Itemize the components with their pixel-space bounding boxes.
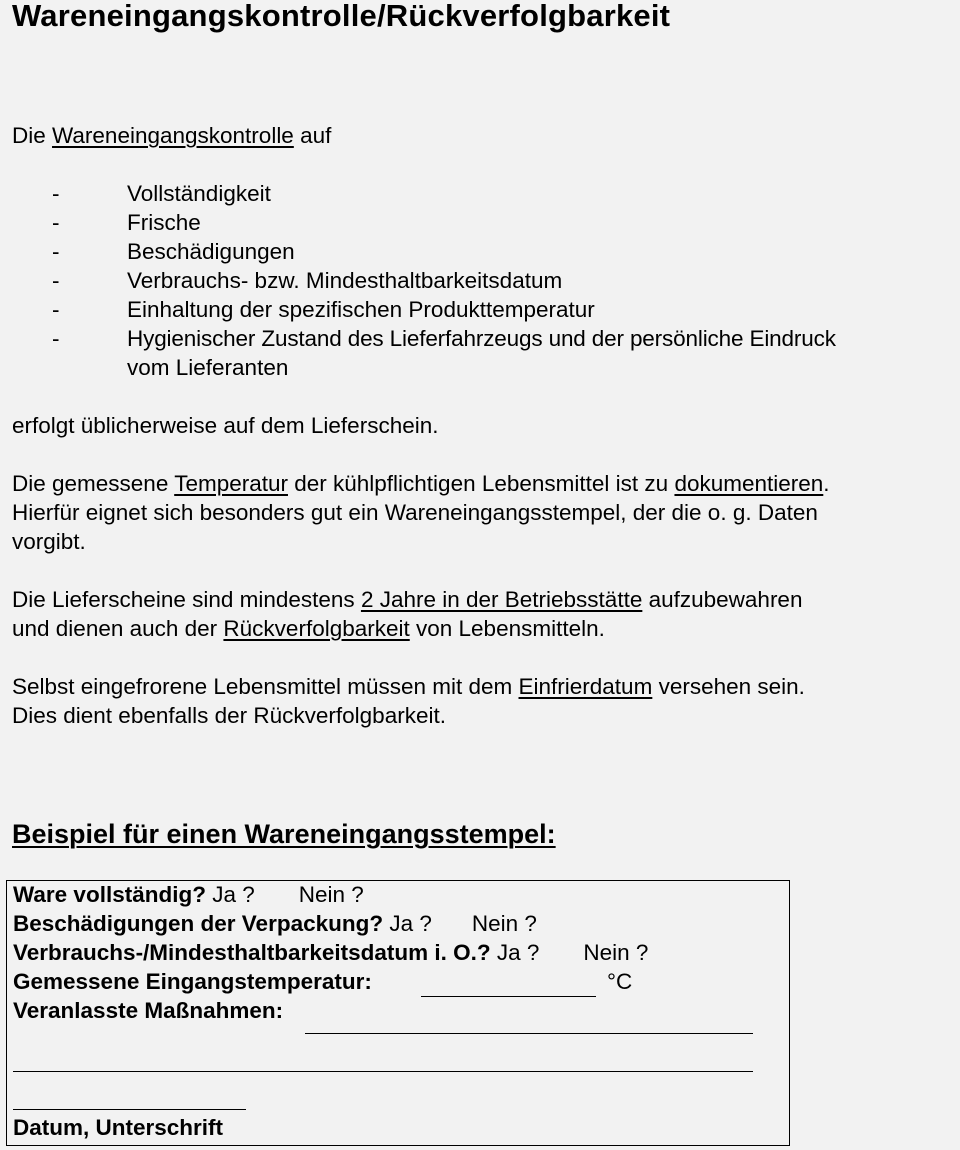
list-item-continuation: vom Lieferanten bbox=[127, 355, 289, 380]
no-option: Nein ? bbox=[583, 940, 649, 965]
intro-underlined-term: Wareneingangskontrolle bbox=[52, 123, 294, 148]
measures-fill-line-1 bbox=[305, 1033, 753, 1034]
goods-receipt-stamp bbox=[6, 880, 790, 1146]
term-temperatur: Temperatur bbox=[174, 471, 288, 496]
frozen-para-line-2: Dies dient ebenfalls der Rückverfolgbarkeit. bbox=[12, 703, 446, 728]
measures-fill-line-2 bbox=[13, 1071, 753, 1072]
list-item: Hygienischer Zustand des Lieferfahrzeugs und der persönliche Eindruck bbox=[127, 326, 836, 351]
no-option: Nein ? bbox=[298, 882, 364, 907]
after-list-text: erfolgt üblicherweise auf dem Lieferschein. bbox=[12, 413, 439, 438]
storage-para-line-1: Die Lieferscheine sind mindestens 2 Jahre in der Betriebsstätte aufzubewahren bbox=[12, 587, 803, 612]
frozen-para-line-1: Selbst eingefrorene Lebensmittel müssen mit dem Einfrierdatum versehen sein. bbox=[12, 674, 805, 699]
stamp-row-temperature: Gemessene Eingangstemperatur: bbox=[13, 969, 372, 994]
temperature-para-line-3: vorgibt. bbox=[12, 529, 86, 554]
list-item: Verbrauchs- bzw. Mindesthaltbarkeitsdatum bbox=[127, 268, 563, 293]
signature-fill-line bbox=[13, 1109, 246, 1110]
stamp-row-best-before: Verbrauchs-/Mindesthaltbarkeitsdatum i. O.? Ja ? Nein ? bbox=[13, 940, 649, 965]
example-heading: Beispiel für einen Wareneingangsstempel: bbox=[12, 819, 556, 849]
term-retention-period: 2 Jahre in der Betriebsstätte bbox=[360, 587, 643, 612]
storage-para-line-2: und dienen auch der Rückverfolgbarkeit von Lebensmitteln. bbox=[12, 616, 605, 641]
list-dash: - bbox=[52, 268, 60, 293]
term-einfrierdatum: Einfrierdatum bbox=[518, 674, 653, 699]
list-dash: - bbox=[52, 326, 60, 351]
no-option: Nein ? bbox=[471, 911, 537, 936]
stamp-row-complete: Ware vollständig? Ja ? Nein ? bbox=[13, 882, 364, 907]
temperature-para-line-2: Hierfür eignet sich besonders gut ein Wareneingangsstempel, der die o. g. Daten bbox=[12, 500, 818, 525]
yes-option: Ja ? bbox=[389, 911, 432, 936]
temperature-fill-line bbox=[421, 996, 596, 997]
yes-option: Ja ? bbox=[212, 882, 255, 907]
stamp-row-measures: Veranlasste Maßnahmen: bbox=[13, 998, 284, 1023]
temperature-unit: °C bbox=[607, 969, 633, 994]
list-dash: - bbox=[52, 181, 60, 206]
list-item: Beschädigungen bbox=[127, 239, 295, 264]
list-item: Vollständigkeit bbox=[127, 181, 271, 206]
intro-line: Die Wareneingangskontrolle auf bbox=[12, 123, 332, 148]
list-dash: - bbox=[52, 239, 60, 264]
page-title: Wareneingangskontrolle/Rückverfolgbarkeit bbox=[12, 0, 671, 33]
list-item: Einhaltung der spezifischen Produkttemperatur bbox=[127, 297, 595, 322]
temperature-para-line-1: Die gemessene Temperatur der kühlpflichtigen Lebensmittel ist zu dokumentieren. bbox=[12, 471, 830, 496]
list-dash: - bbox=[52, 210, 60, 235]
list-dash: - bbox=[52, 297, 60, 322]
stamp-row-damage: Beschädigungen der Verpackung? Ja ? Nein ? bbox=[13, 911, 537, 936]
signature-label: Datum, Unterschrift bbox=[13, 1115, 224, 1140]
term-rueckverfolgbarkeit: Rückverfolgbarkeit bbox=[223, 616, 410, 641]
list-item: Frische bbox=[127, 210, 201, 235]
yes-option: Ja ? bbox=[496, 940, 540, 965]
term-dokumentieren: dokumentieren bbox=[674, 471, 824, 496]
